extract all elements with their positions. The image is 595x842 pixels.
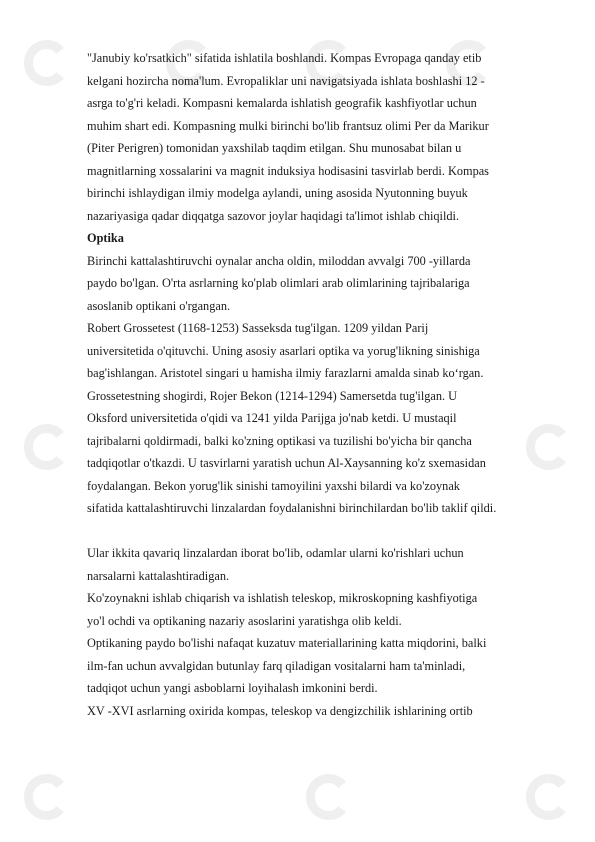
paragraph-optics-significance <box>87 632 557 700</box>
text-line: asrga to'g'ri keladi. Kompasni kemalarda ishlatish geografik kashfiyotlar uchun <box>87 96 477 110</box>
text-line: (Piter Perigren) tomonidan yaxshilab taqdim etilgan. Shu munosabat bilan u <box>87 141 462 155</box>
text-line: sifatida kattalashtiruvchi linzalardan foydalanishni birinchilardan bo'lib taklif qildi. <box>87 501 497 515</box>
section-heading-optika: Optika <box>87 231 124 245</box>
text-line: Ular ikkita qavariq linzalardan iborat bo'lib, odamlar ularni ko'rishlari uchun <box>87 546 464 560</box>
paragraph-convex-lenses <box>87 542 557 587</box>
watermark-icon <box>18 420 76 478</box>
text-line: "Janubiy ko'rsatkich" sifatida ishlatila boshlandi. Kompas Evropaga qanday etib <box>87 51 482 65</box>
text-line: universitetida o'qituvchi. Uning asosiy asarlari optika va yorug'likning sinishiga <box>87 343 480 358</box>
text-line: Oksford universitetida o'qidi va 1241 yilda Parijga jo'nab ketdi. U mustaqil <box>87 411 457 425</box>
text-line: Grossetestning shogirdi, Rojer Bekon (1214-1294) Samersetda tug'ilgan. U <box>87 388 458 403</box>
watermark-icon <box>520 770 578 828</box>
text-line: tajribalarni qoldirmadi, balki ko'zning optikasi va tuzilishi bo'yicha bir qancha <box>87 433 472 448</box>
text-line: magnitlarning xossalarini va magnit induksiya hodisasini tasvirlab berdi. Kompas <box>87 163 489 178</box>
paragraph-compass-history <box>87 47 557 227</box>
paragraph-telescope-microscope <box>87 587 557 632</box>
text-line: tadqiqotlar o'tkazdi. U tasvirlarni yaratish uchun Al-Xaysanning ko'z sxemasidan <box>87 456 486 470</box>
document-body <box>87 47 557 722</box>
text-line: Robert Grossetest (1168-1253) Sasseksda tug'ilgan. 1209 yildan Parij <box>87 321 429 335</box>
text-line: muhim shart edi. Kompasning mulki birinchi bo'lib frantsuz olimi Per da Marikur <box>87 118 489 133</box>
paragraph-magnifying-glasses <box>87 250 557 318</box>
text-line: Optikaning paydo bo'lishi nafaqat kuzatuv materiallarining katta miqdorini, balki <box>87 636 487 650</box>
watermark-icon <box>18 36 76 94</box>
paragraph-navigation-growth <box>87 700 557 723</box>
text-line: paydo bo'lgan. O'rta asrlarning ko'plab olimlari arab olimlarining tajribalariga <box>87 276 470 290</box>
text-line: ilm-fan uchun avvalgidan butunlay farq qiladigan vositalarni ham ta'minladi, <box>87 658 466 673</box>
text-line: tadqiqot uchun yangi asboblarni loyihalash imkonini berdi. <box>87 681 378 695</box>
text-line: nazariyasiga qadar diqqatga sazovor joylar haqidagi ta'limot ishlab chiqildi. <box>87 208 460 223</box>
text-line: Ko'zoynakni ishlab chiqarish va ishlatish teleskop, mikroskopning kashfiyotiga <box>87 591 478 605</box>
paragraph-gap <box>87 520 557 543</box>
paragraph-grosseteste-bacon <box>87 317 557 520</box>
watermark-icon <box>18 770 76 828</box>
text-line: XV -XVI asrlarning oxirida kompas, teleskop va dengizchilik ishlarining ortib <box>87 703 473 718</box>
text-line: asoslanib optikani o'rgangan. <box>87 298 231 313</box>
watermark-icon <box>300 770 358 828</box>
text-line: narsalarni kattalashtiradigan. <box>87 568 230 583</box>
text-line: kelgani hozircha noma'lum. Evropaliklar uni navigatsiyada ishlata boshlashi 12 - <box>87 73 485 88</box>
text-line: Birinchi kattalashtiruvchi oynalar ancha oldin, miloddan avvalgi 700 -yillarda <box>87 253 471 268</box>
text-line: yo'l ochdi va optikaning nazariy asoslarini yaratishga olib keldi. <box>87 613 402 628</box>
text-line: birinchi ishlaydigan ilmiy modelga aylandi, uning asosida Nyutonning buyuk <box>87 186 468 200</box>
text-line: bag'ishlangan. Aristotel singari u hamisha ilmiy farazlarni amalda sinab ko‘rgan. <box>87 366 484 380</box>
text-line: foydalangan. Bekon yorug'lik sinishi tamoyilini yaxshi bilardi va ko'zoynak <box>87 478 460 493</box>
